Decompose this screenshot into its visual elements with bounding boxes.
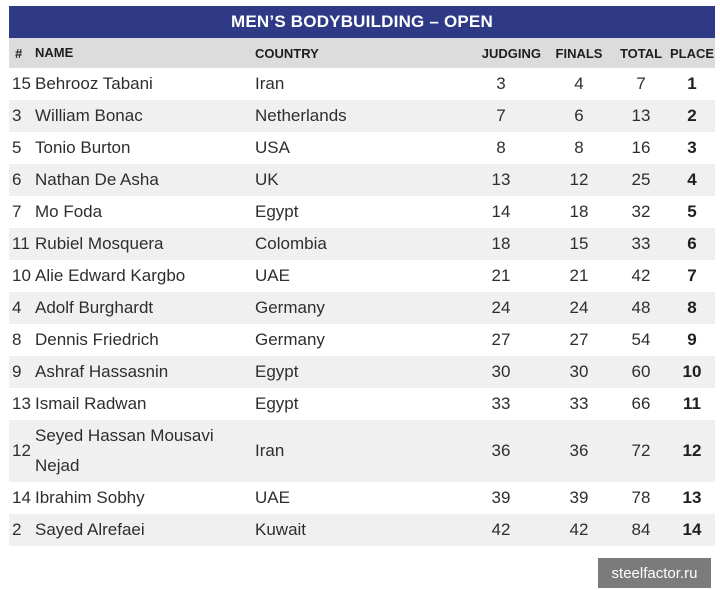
cell-name: Tonio Burton [35,138,131,157]
cell-total: 72 [631,441,651,460]
cell-country: Kuwait [255,520,307,539]
cell-judging: 30 [491,362,511,381]
cell-place: 6 [687,234,697,253]
cell-place: 14 [682,520,702,539]
cell-finals: 24 [569,298,589,317]
cell-place: 2 [687,106,697,125]
cell-country: UK [255,170,279,189]
table-row [9,68,715,100]
cell-finals: 36 [569,441,589,460]
cell-name: William Bonac [35,106,143,125]
cell-country: UAE [255,488,290,507]
cell-total: 32 [631,202,651,221]
cell-total: 42 [631,266,651,285]
cell-country: Netherlands [255,106,347,125]
cell-place: 10 [682,362,702,381]
table-row [9,514,715,546]
cell-place: 13 [682,488,702,507]
cell-finals: 21 [569,266,589,285]
cell-place: 7 [687,266,697,285]
cell-judging: 24 [491,298,511,317]
table-row [9,292,715,324]
cell-total: 78 [631,488,651,507]
cell-total: 48 [631,298,651,317]
table-row [9,164,715,196]
table-row [9,132,715,164]
cell-place: 1 [687,74,697,93]
cell-country: Egypt [255,202,299,221]
cell-finals: 39 [569,488,589,507]
watermark: steelfactor.ru [598,558,711,588]
table-title: MEN’S BODYBUILDING – OPEN [9,6,715,38]
header-total: TOTAL [619,45,663,61]
cell-finals: 18 [569,202,589,221]
header-place: PLACE [669,45,715,61]
cell-num: 8 [12,330,22,349]
cell-place: 4 [687,170,697,189]
cell-total: 66 [631,394,651,413]
cell-country: Germany [255,330,325,349]
cell-name: Rubiel Mosquera [35,234,164,253]
cell-place: 11 [683,394,701,413]
cell-place: 9 [687,330,697,349]
cell-country: Germany [255,298,325,317]
header-judging: JUDGING [481,45,541,61]
cell-total: 54 [631,330,651,349]
header-finals: FINALS [555,45,603,61]
results-table [9,6,715,546]
cell-country: Iran [255,74,285,93]
cell-total: 33 [631,234,651,253]
table-row [9,260,715,292]
cell-judging: 39 [491,488,511,507]
cell-name: Behrooz Tabani [35,74,153,93]
cell-judging: 7 [496,106,506,125]
cell-finals: 15 [569,234,589,253]
cell-total: 84 [631,520,651,539]
table-header-row [9,38,715,68]
cell-num: 14 [12,488,31,507]
cell-total: 13 [631,106,651,125]
cell-judging: 8 [496,138,506,157]
cell-name: Mo Foda [35,202,103,221]
cell-num: 5 [12,138,22,157]
cell-judging: 36 [491,441,511,460]
table-row [9,482,715,514]
cell-num: 7 [12,202,22,221]
cell-num: 13 [12,394,31,413]
cell-place: 3 [687,138,697,157]
cell-judging: 21 [491,266,511,285]
header-country: COUNTRY [255,45,319,61]
cell-place: 5 [687,202,697,221]
cell-total: 7 [636,74,646,93]
cell-name: Alie Edward Kargbo [35,266,186,285]
cell-total: 16 [631,138,651,157]
cell-num: 3 [12,106,22,125]
cell-num: 9 [12,362,22,381]
table-row [9,356,715,388]
cell-name: Sayed Alrefaei [35,520,145,539]
cell-place: 12 [682,441,702,460]
cell-finals: 6 [574,106,584,125]
cell-judging: 14 [491,202,511,221]
cell-judging: 27 [491,330,511,349]
header-name: NAME [35,45,74,60]
cell-name: Ashraf Hassasnin [35,362,169,381]
cell-num: 6 [12,170,22,189]
cell-finals: 8 [574,138,584,157]
cell-judging: 13 [491,170,511,189]
cell-num: 11 [12,234,30,253]
cell-num: 4 [12,298,22,317]
cell-country: USA [255,138,290,157]
table-row [9,388,715,420]
cell-total: 60 [631,362,651,381]
header-num: # [15,45,23,61]
cell-country: Iran [255,441,285,460]
cell-place: 8 [687,298,697,317]
cell-judging: 33 [491,394,511,413]
cell-country: Egypt [255,394,299,413]
cell-country: UAE [255,266,290,285]
table-row [9,196,715,228]
cell-name: Ismail Radwan [35,394,147,413]
cell-name: Adolf Burghardt [35,298,154,317]
cell-num: 10 [12,266,31,285]
cell-judging: 42 [491,520,511,539]
cell-country: Egypt [255,362,299,381]
cell-name: Seyed Hassan Mousavi Nejad [35,426,214,475]
table-row [9,228,715,260]
cell-name: Nathan De Asha [35,170,159,189]
cell-name: Dennis Friedrich [35,330,159,349]
table-row [9,324,715,356]
cell-finals: 12 [569,170,589,189]
cell-finals: 30 [569,362,589,381]
cell-num: 2 [12,520,22,539]
cell-country: Colombia [255,234,327,253]
cell-total: 25 [631,170,651,189]
cell-num: 15 [12,74,31,93]
cell-finals: 33 [569,394,589,413]
table-body [9,68,715,546]
cell-finals: 42 [569,520,589,539]
cell-finals: 27 [569,330,589,349]
table-row [9,420,715,482]
cell-num: 12 [12,441,31,460]
cell-finals: 4 [574,74,584,93]
cell-name: Ibrahim Sobhy [35,488,145,507]
cell-judging: 18 [491,234,511,253]
cell-judging: 3 [496,74,506,93]
table-row [9,100,715,132]
